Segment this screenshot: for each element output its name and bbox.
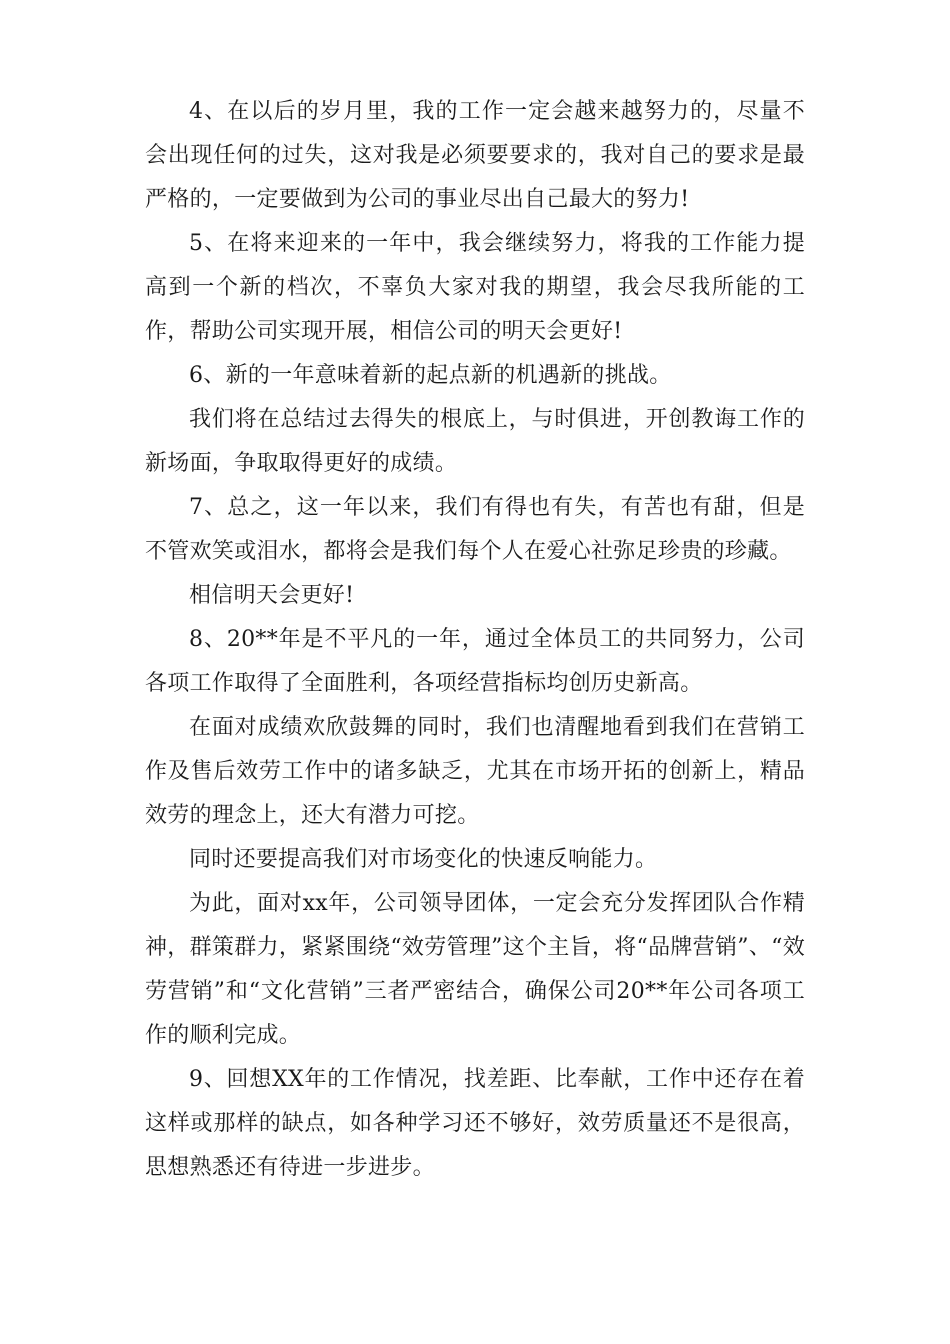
paragraph-item-4: 4、在以后的岁月里，我的工作一定会越来越努力的，尽量不会出现任何的过失，这对我是必须要要求的，我对自己的要求是最严格的，一定要做到为公司的事业尽出自己最大的努力! <box>145 99 805 212</box>
paragraph-item-8-continued-3: 为此，面对xx年，公司领导团体，一定会充分发挥团队合作精神，群策群力，紧紧围绕“效劳管理”这个主旨，将“品牌营销”、“效劳营销”和“文化营销”三者严密结合，确保公司20**年公司各项工作的顺利完成。 <box>145 891 805 1048</box>
document-body <box>145 90 805 1190</box>
paragraph-item-6: 6、新的一年意味着新的起点新的机遇新的挑战。 <box>189 363 672 388</box>
paragraph-item-8: 8、20**年是不平凡的一年，通过全体员工的共同努力，公司各项工作取得了全面胜利，各项经营指标均创历史新高。 <box>145 627 805 696</box>
paragraph-item-7-continued: 相信明天会更好! <box>189 583 355 608</box>
paragraph-item-6-continued: 我们将在总结过去得失的根底上，与时俱进，开创教诲工作的新场面，争取取得更好的成绩。 <box>145 407 805 476</box>
paragraph-item-7: 7、总之，这一年以来，我们有得也有失，有苦也有甜，但是不管欢笑或泪水，都将会是我们每个人在爱心社弥足珍贵的珍藏。 <box>145 495 805 564</box>
paragraph-item-8-continued-2: 同时还要提高我们对市场变化的快速反响能力。 <box>189 847 658 872</box>
paragraph-item-8-continued-1: 在面对成绩欢欣鼓舞的同时，我们也清醒地看到我们在营销工作及售后效劳工作中的诸多缺乏，尤其在市场开拓的创新上，精品效劳的理念上，还大有潜力可挖。 <box>145 715 805 828</box>
paragraph-item-9: 9、回想XX年的工作情况，找差距、比奉献，工作中还存在着这样或那样的缺点，如各种学习还不够好，效劳质量还不是很高，思想熟悉还有待进一步进步。 <box>145 1067 805 1180</box>
paragraph-item-5: 5、在将来迎来的一年中，我会继续努力，将我的工作能力提高到一个新的档次，不辜负大家对我的期望，我会尽我所能的工作，帮助公司实现开展，相信公司的明天会更好! <box>145 231 805 344</box>
